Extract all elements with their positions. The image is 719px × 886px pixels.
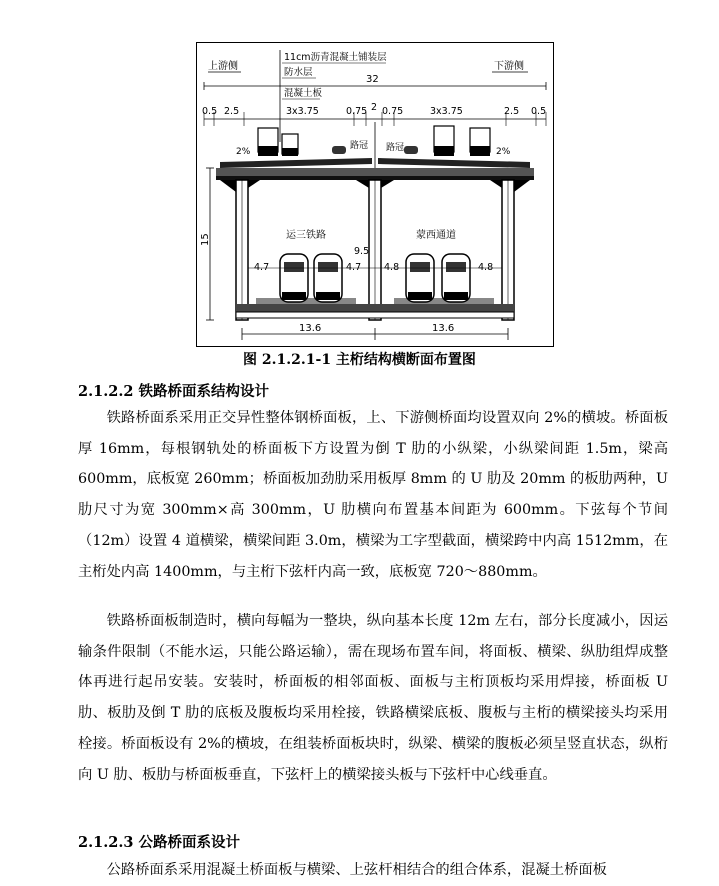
dim-left-1: 2.5 <box>224 106 240 117</box>
rail-center-dim: 9.5 <box>354 246 370 257</box>
dim-right-3: 0.5 <box>531 106 547 117</box>
rail-dim-right-1: 4.8 <box>478 262 494 273</box>
paragraph-highway-deck-1: 公路桥面系采用混凝土桥面板与横梁、上弦杆相结合的组合体系，混凝土桥面板 <box>106 862 607 878</box>
curb-left: 路冠 <box>350 141 369 151</box>
upper-deck <box>216 122 534 180</box>
figure-caption: 图 2.1.2.1-1 主桁结构横断面布置图 <box>243 352 476 368</box>
rail-label-left: 运三铁路 <box>286 230 326 241</box>
bottom-dim-right: 13.6 <box>432 323 455 334</box>
layer-label-waterproof: 防水层 <box>284 67 313 78</box>
cross-section-figure <box>196 42 554 347</box>
rail-label-right: 蒙西通道 <box>416 230 456 241</box>
dim-left-0: 0.5 <box>202 106 218 117</box>
slope-right: 2% <box>496 147 511 157</box>
rail-dim-right-0: 4.8 <box>384 262 400 273</box>
rail-dim-left-0: 4.7 <box>254 262 270 273</box>
paragraph-railway-deck-1: 铁路桥面系采用正交异性整体钢桥面板，上、下游侧桥面均设置双向 2%的横坡。桥面板厚 16mm，每根钢轨处的桥面板下方设置为倒 T 肋的小纵梁，小纵梁间距 1.5m，梁高 600mm，底板宽 260mm；桥面板加劲肋采用板厚 8mm 的 U 肋及 20mm 的板肋两种，U 肋尺寸为宽 300mm×高 300mm，U 肋横向布置基本间距为 600mm。下弦每个节间（12m）设置 4 道横梁，横梁间距 3.0m，横梁为工字型截面，横梁跨中内高 1512mm，在主桁处内高 1400mm，与主桁下弦杆内高一致，底板宽 720～880mm。 <box>78 410 668 580</box>
paragraph-railway-deck-2: 铁路桥面板制造时，横向每幅为一整块，纵向基本长度 12m 左右，部分长度减小，因运输条件限制（不能水运，只能公路运输），需在现场布置车间，将面板、横梁、纵肋组焊成整体再进行起吊安装。安装时，桥面板的相邻面板、面板与主桁顶板均采用焊接，桥面板 U 肋、板肋及倒 T 肋的底板及腹板均采用栓接，铁路横梁底板、腹板与主桁的横梁接头均采用栓接。桥面板设有 2%的横坡，在组装桥面板块时，纵梁、横梁的腹板必须呈竖直状态，纵桁向 U 肋、板肋与桥面板垂直，下弦杆上的横梁接头板与下弦杆中心线垂直。 <box>78 613 668 783</box>
rail-dim-left-1: 4.7 <box>346 262 362 273</box>
section-heading-highway-deck: 2.1.2.3 公路桥面系设计 <box>78 834 241 851</box>
dim-right-2: 2.5 <box>504 106 520 117</box>
section-heading-railway-deck: 2.1.2.2 铁路桥面系结构设计 <box>78 383 270 400</box>
dim-total-width: 32 <box>366 74 379 85</box>
bottom-dim-left: 13.6 <box>299 323 322 334</box>
curb-right: 路冠 <box>386 143 405 153</box>
dim-height: 15 <box>200 233 211 246</box>
upstream-label: 上游侧 <box>208 61 238 72</box>
dim-right-1: 3x3.75 <box>430 106 463 117</box>
dim-center: 2 <box>371 102 378 113</box>
truss-frame <box>220 180 530 320</box>
dim-left-2: 3x3.75 <box>286 106 319 117</box>
dim-right-0: 0.75 <box>382 106 404 117</box>
layer-label-asphalt: 11cm沥青混凝土铺装层 <box>284 52 387 63</box>
layer-label-concrete: 混凝土板 <box>284 88 323 99</box>
dim-left-3: 0.75 <box>346 106 368 117</box>
downstream-label: 下游侧 <box>494 61 524 72</box>
slope-left: 2% <box>236 147 251 157</box>
